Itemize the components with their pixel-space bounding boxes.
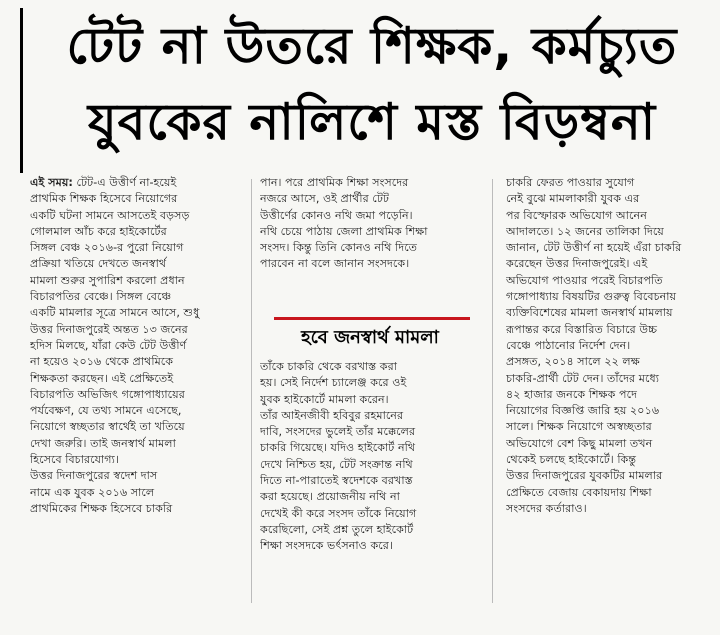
text-line: শিক্ষকতা করছেন। এই প্রেক্ষিতেই xyxy=(30,371,174,385)
text-line: শিক্ষা সংসদকে ভর্ৎসনাও করে। xyxy=(260,539,393,553)
text-line: সালে। শিক্ষক নিয়োগে অস্বচ্ছতার xyxy=(506,420,652,434)
text-line: করা হয়েছে। প্রয়োজনীয় নথি না xyxy=(260,490,400,504)
text-line: বিচারপতি অভিজিৎ গঙ্গোপাধ্যায়ের xyxy=(30,387,185,401)
text-line: হদিস মিলছে, যাঁরা কেউ টেট উত্তীর্ণ xyxy=(30,338,187,352)
column-2-bottom xyxy=(260,359,480,555)
text-line: নামে এক যুবক ২০১৬ সালে xyxy=(30,485,155,499)
text-line: রূপান্তর করে বিস্তারিত বিচারে উচ্চ xyxy=(506,322,658,336)
text-line: আদালতে। ১২ জনের তালিকা দিয়ে xyxy=(506,224,664,238)
text-line: না হয়েও ২০১৬ থেকে প্রাথমিকে xyxy=(30,355,174,369)
text-line: নথি চেয়ে পাঠায় জেলা প্রাথমিক শিক্ষা xyxy=(260,224,428,238)
text-line: করেছেন উত্তর দিনাজপুরেই। এই xyxy=(506,257,648,271)
headline-line-1: টেট না উতরে শিক্ষক, কর্মচ্যুত xyxy=(66,17,678,75)
byline: এই সময়: xyxy=(30,176,73,189)
text-line: উত্তীর্ণের কোনও নথি জমা পড়েনি। xyxy=(260,208,413,222)
text-line: নিয়োগের বিজ্ঞপ্তি জারি হয় ২০১৬ xyxy=(506,404,660,418)
text-line: দেখেই কী করে সংসদ তাঁকে নিয়োগ xyxy=(260,506,417,520)
text-line: পারবেন না বলে জানান সংসদকে। xyxy=(260,257,410,271)
text-line: প্রেক্ষিতে বেজায় বেকায়দায় শিক্ষা xyxy=(506,485,652,499)
text-line: নেই বুঝে মামলাকারী যুবক এর xyxy=(506,192,640,206)
text-line: থেকেই চলছে হাইকোর্টে। কিন্তু xyxy=(506,453,637,467)
text-line: ৪২ হাজার জনকে শিক্ষক পদে xyxy=(506,387,637,401)
headline-line-2: যুবকের নালিশে মস্ত বিড়ম্বনা xyxy=(87,93,657,151)
text-line: সংসদ। কিন্তু তিনি কোনও নথি দিতে xyxy=(260,241,418,255)
text-line: অভিযোগ পাওয়ার পরেই বিচারপতি xyxy=(506,273,663,287)
headline xyxy=(20,8,713,173)
text-line: চাকরি ফেরত পাওয়ার সুযোগ xyxy=(506,176,635,189)
text-line: হয়। সেই নির্দেশ চ্যালেঞ্জ করে ওই xyxy=(260,376,407,390)
text-line: অভিযোগে বেশ কিছু মামলা তখন xyxy=(506,436,653,450)
text-line: একটি মামলার সূত্রে সামনে আসে, শুধু xyxy=(30,306,200,320)
text-line: প্রাথমিকের শিক্ষক হিসেবে চাকরি xyxy=(30,501,173,515)
text-line: হিসেবে বিচারযোগ্য। xyxy=(30,453,119,467)
subheading: হবে জনস্বার্থ মামলা xyxy=(301,327,439,348)
text-line: দেখা জরুরি। তাই জনস্বার্থ মামলা xyxy=(30,436,176,450)
article-column-1 xyxy=(30,175,246,517)
text-line: পর বিস্ফোরক অভিযোগ আনেন xyxy=(506,208,647,222)
text-line: প্রসঙ্গত, ২০১৪ সালে ২২ লক্ষ xyxy=(506,355,640,369)
text-line: একটি ঘটনা সামনে আসতেই বড়সড় xyxy=(30,208,190,222)
article-body xyxy=(30,175,708,620)
text-line: নিয়োগে স্বচ্ছতার স্বার্থেই তা খতিয়ে xyxy=(30,420,185,434)
text-line: প্রাথমিক শিক্ষক হিসেবে নিয়োগের xyxy=(30,192,178,206)
text-line: উত্তর দিনাজপুরের যুবকটির মামলার xyxy=(506,469,663,483)
column-2-top xyxy=(260,175,480,273)
text-line: সিঙ্গল বেঞ্চ ২০১৬-র পুরো নিয়োগ xyxy=(30,241,184,255)
text-line: করেছিলো, সেই প্রশ্ন তুলে হাইকোর্ট xyxy=(260,522,414,536)
text-line: যুবক হাইকোর্টে মামলা করেন। xyxy=(260,392,389,406)
text-line: বিচারপতির বেঞ্চে। সিঙ্গল বেঞ্চে xyxy=(30,290,172,304)
text-line: চাকরি গিয়েছে। যদিও হাইকোর্ট নথি xyxy=(260,441,416,455)
text-line: উত্তর দিনাজপুরের স্বদেশ দাস xyxy=(30,469,158,483)
text-line: ব্যক্তিবিশেষের মামলা জনস্বার্থ মামলায় xyxy=(506,306,673,320)
text-line: তাঁকে চাকরি থেকে বরখাস্ত করা xyxy=(260,360,397,373)
text-line: দাবি, সংসদের ভুলেই তাঁর মক্কেলের xyxy=(260,425,416,439)
text-line: জানান, টেট উত্তীর্ণ না হয়েই এঁরা চাকরি xyxy=(506,241,682,255)
text-line: তাঁর আইনজীবী হবিবুর রহমানের xyxy=(260,408,404,422)
text-line: টেট-এ উত্তীর্ণ না-হয়েই xyxy=(72,176,177,189)
column-1-first-line xyxy=(30,175,246,191)
subheading-red-rule xyxy=(274,317,470,320)
article-column-3 xyxy=(506,175,706,517)
text-line: সংসদের কর্তারাও। xyxy=(506,501,587,515)
text-line: গঙ্গোপাধ্যায় বিষয়টির গুরুত্ব বিবেচনায় xyxy=(506,290,677,304)
text-line: নজরে আসে, ওই প্রার্থীর টেট xyxy=(260,192,390,206)
text-line: পান। পরে প্রাথমিক শিক্ষা সংসদের xyxy=(260,176,409,189)
text-line: উত্তর দিনাজপুরেই অন্তত ১৩ জনের xyxy=(30,322,188,336)
text-line: চাকরি-প্রার্থী টেট দেন। তাঁদের মধ্যে xyxy=(506,371,659,385)
text-line: দিতে না-পারাতেই স্বদেশকে বরখাস্ত xyxy=(260,474,413,488)
subheading-block xyxy=(260,309,480,355)
text-line: দেখে নিশ্চিত হয়, টেট সংক্রান্ত নথি xyxy=(260,457,413,471)
text-line: প্রক্রিয়া খতিয়ে দেখতে জনস্বার্থ xyxy=(30,257,167,271)
text-line: পর্যবেক্ষণ, যে তথ্য সামনে এসেছে, xyxy=(30,404,182,418)
text-line: মামলা শুরুর সুপারিশ করলো প্রধান xyxy=(30,273,185,287)
text-line: গোলমাল আঁচ করে হাইকোর্টের xyxy=(30,224,167,238)
text-line: বেঞ্চে পাঠানোর নির্দেশ দেন। xyxy=(506,338,631,352)
column-divider xyxy=(492,179,493,603)
column-divider xyxy=(251,179,252,603)
